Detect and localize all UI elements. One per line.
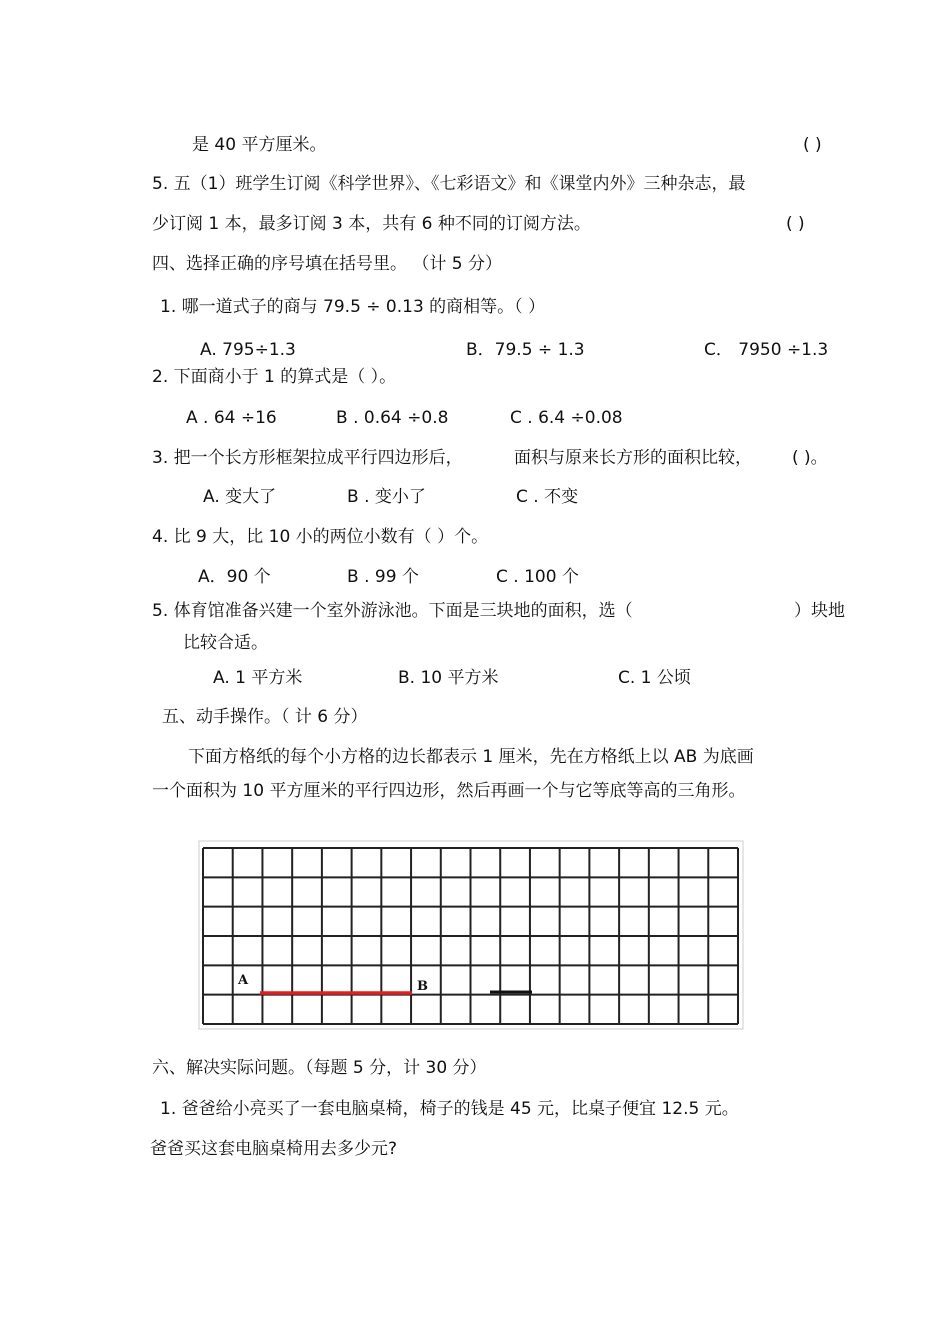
q3-answer-paren[interactable]: ( )。 xyxy=(792,448,828,468)
q3-question-cont: 面积与原来长方形的面积比较， xyxy=(514,448,752,468)
q1-option-c[interactable]: C． 7950 ÷1.3 xyxy=(704,340,829,360)
q4-question: 4. 比 9 大，比 10 小的两位小数有（ ）个。 xyxy=(152,527,489,547)
q3-option-b[interactable]: B . 变小了 xyxy=(347,487,426,507)
section6-heading: 六、解决实际问题。（每题 5 分，计 30 分） xyxy=(152,1058,487,1078)
q3-option-c[interactable]: C . 不变 xyxy=(516,487,579,507)
q2-question: 2. 下面商小于 1 的算式是（ ）。 xyxy=(152,367,397,387)
q5-option-c[interactable]: C. 1 公顷 xyxy=(618,668,691,688)
q5-option-b[interactable]: B. 10 平方米 xyxy=(398,668,499,688)
q1-question: 1. 哪一道式子的商与 79.5 ÷ 0.13 的商相等。（ ） xyxy=(160,297,546,317)
item5-answer-paren[interactable]: ( ) xyxy=(786,214,805,234)
q1-option-b[interactable]: B．79.5 ÷ 1.3 xyxy=(466,340,585,360)
point-b-label: B xyxy=(417,979,428,994)
section6-q1-line1: 1. 爸爸给小亮买了一套电脑桌椅，椅子的钱是 45 元，比桌子便宜 12.5 元。 xyxy=(160,1099,739,1119)
item4-continuation: 是 40 平方厘米。 xyxy=(192,135,327,155)
q3-option-a[interactable]: A. 变大了 xyxy=(203,487,277,507)
q5-question-line1-end: ）块地 xyxy=(794,601,845,621)
q4-option-b[interactable]: B . 99 个 xyxy=(347,567,419,587)
point-a-label: A xyxy=(238,973,249,988)
q2-option-c[interactable]: C . 6.4 ÷0.08 xyxy=(510,408,623,428)
q5-question-line2: 比较合适。 xyxy=(183,633,268,653)
grid-paper[interactable] xyxy=(198,840,744,1030)
q1-option-a[interactable]: A. 795÷1.3 xyxy=(200,340,296,360)
item4-answer-paren[interactable]: ( ) xyxy=(803,135,822,155)
section5-instruction-line1: 下面方格纸的每个小方格的边长都表示 1 厘米，先在方格纸上以 AB 为底画 xyxy=(188,747,754,767)
section5-heading: 五、动手操作。（ 计 6 分） xyxy=(162,707,368,727)
item5-line1: 5. 五（1）班学生订阅《科学世界》、《七彩语文》和《课堂内外》三种杂志，最 xyxy=(152,174,746,194)
section5-instruction-line2: 一个面积为 10 平方厘米的平行四边形，然后再画一个与它等底等高的三角形。 xyxy=(152,781,746,801)
q2-option-b[interactable]: B . 0.64 ÷0.8 xyxy=(336,408,449,428)
q4-option-c[interactable]: C . 100 个 xyxy=(496,567,579,587)
section4-heading: 四、选择正确的序号填在括号里。 （计 5 分） xyxy=(152,254,503,274)
q4-option-a[interactable]: A．90 个 xyxy=(198,567,271,587)
section6-q1-line2: 爸爸买这套电脑桌椅用去多少元? xyxy=(150,1139,398,1159)
q2-option-a[interactable]: A . 64 ÷16 xyxy=(186,408,277,428)
item5-line2: 少订阅 1 本，最多订阅 3 本，共有 6 种不同的订阅方法。 xyxy=(152,214,591,234)
q5-option-a[interactable]: A. 1 平方米 xyxy=(213,668,303,688)
q5-question-line1: 5. 体育馆准备兴建一个室外游泳池。下面是三块地的面积，选（ xyxy=(152,601,633,621)
q3-question: 3. 把一个长方形框架拉成平行四边形后， xyxy=(152,448,463,468)
